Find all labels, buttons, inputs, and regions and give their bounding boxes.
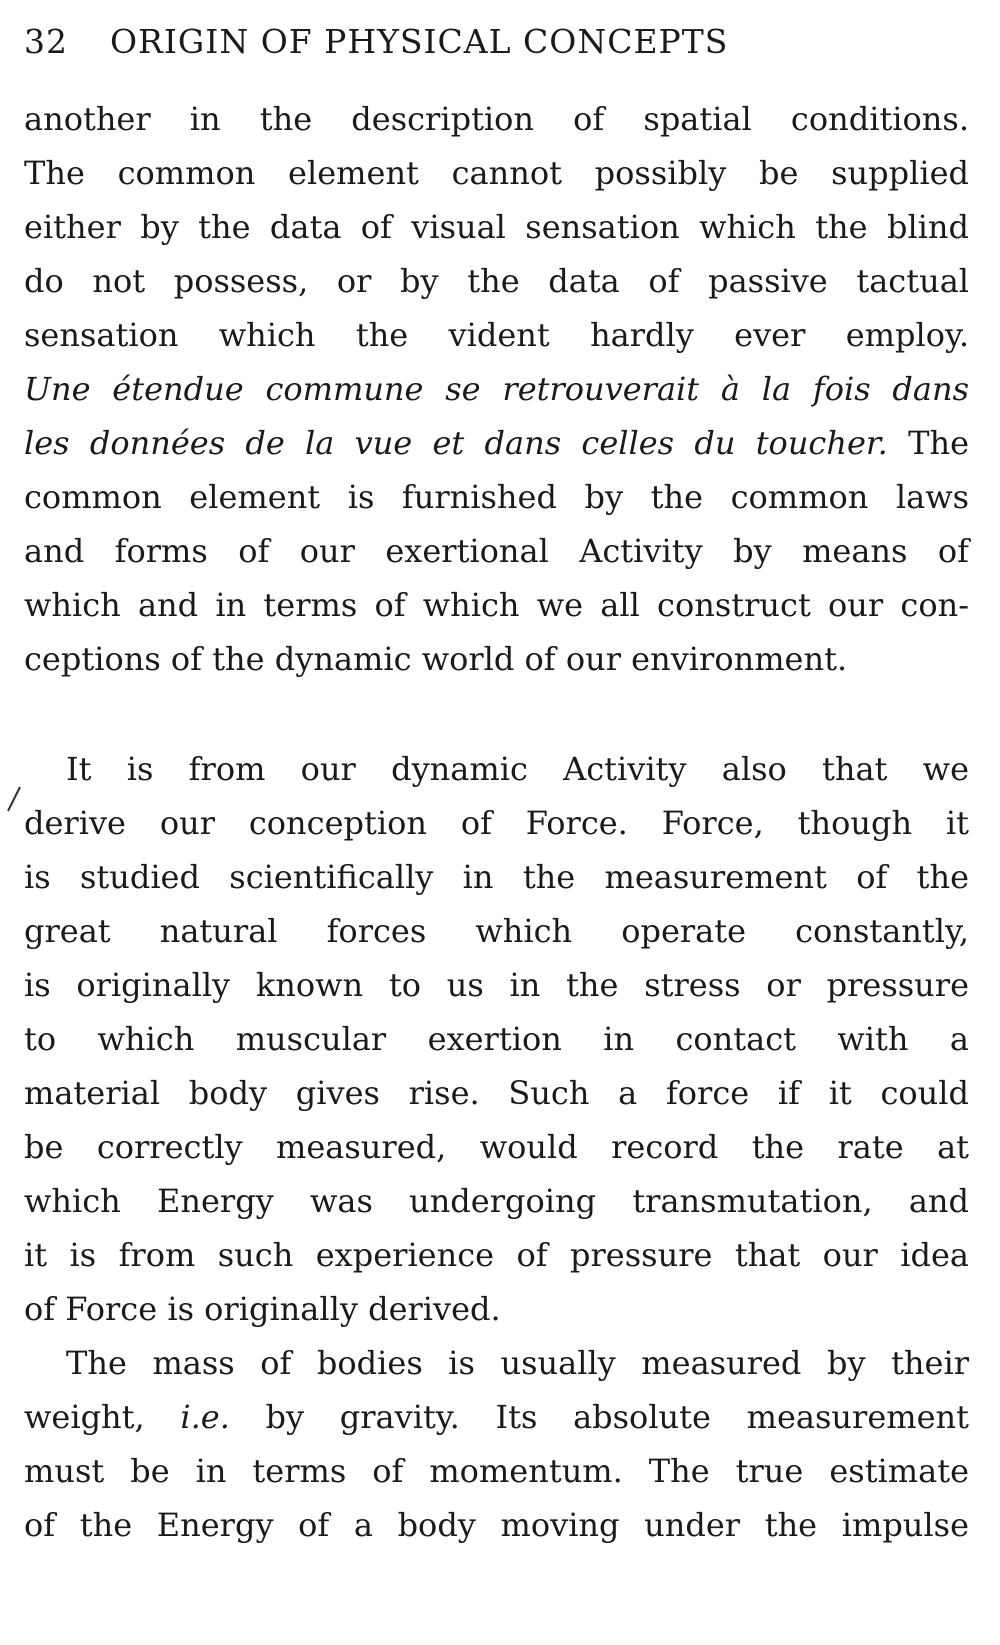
text-line: The common element cannot possibly be supplied: [24, 154, 969, 192]
pencil-mark-icon: [4, 781, 24, 821]
text-line: It is from our dynamic Activity also that we: [66, 750, 969, 788]
text-line: is originally known to us in the stress or pressure: [24, 966, 969, 1004]
page-number: 32: [24, 22, 68, 61]
text-line: Une étendue commune se retrouverait à la fois dans: [24, 370, 969, 408]
running-title: ORIGIN OF PHYSICAL CONCEPTS: [110, 22, 729, 61]
text-line: les données de la vue et dans celles du toucher. The: [24, 424, 970, 462]
text-line: to which muscular exertion in contact with a: [24, 1020, 969, 1058]
text-line: is studied scientifically in the measurement of the: [24, 858, 969, 896]
text-line: either by the data of visual sensation which the blind: [24, 208, 969, 246]
text-line: it is from such experience of pressure that our idea: [24, 1236, 969, 1274]
text-line: ceptions of the dynamic world of our environment.: [24, 640, 848, 678]
text-line: The mass of bodies is usually measured by their: [66, 1344, 969, 1382]
text-line: of the Energy of a body moving under the impulse: [24, 1506, 969, 1544]
text-line: derive our conception of Force. Force, though it: [24, 804, 969, 842]
running-head: [24, 14, 969, 70]
text-line: great natural forces which operate constantly,: [24, 912, 969, 950]
text-line: must be in terms of momentum. The true estimate: [24, 1452, 969, 1490]
text-line: of Force is originally derived.: [24, 1290, 501, 1328]
text-line: and forms of our exertional Activity by means of: [24, 532, 969, 570]
text-line: do not possess, or by the data of passive tactual: [24, 262, 969, 300]
text-line: material body gives rise. Such a force if it could: [24, 1074, 969, 1112]
text-line: which and in terms of which we all construct our con-: [24, 586, 969, 624]
text-line: weight, i.e. by gravity. Its absolute measurement: [24, 1398, 970, 1436]
text-line: common element is furnished by the common laws: [24, 478, 969, 516]
text-line: another in the description of spatial conditions.: [24, 100, 969, 138]
text-line: be correctly measured, would record the rate at: [24, 1128, 969, 1166]
text-line: which Energy was undergoing transmutation, and: [24, 1182, 969, 1220]
text-line: sensation which the vident hardly ever employ.: [24, 316, 969, 354]
